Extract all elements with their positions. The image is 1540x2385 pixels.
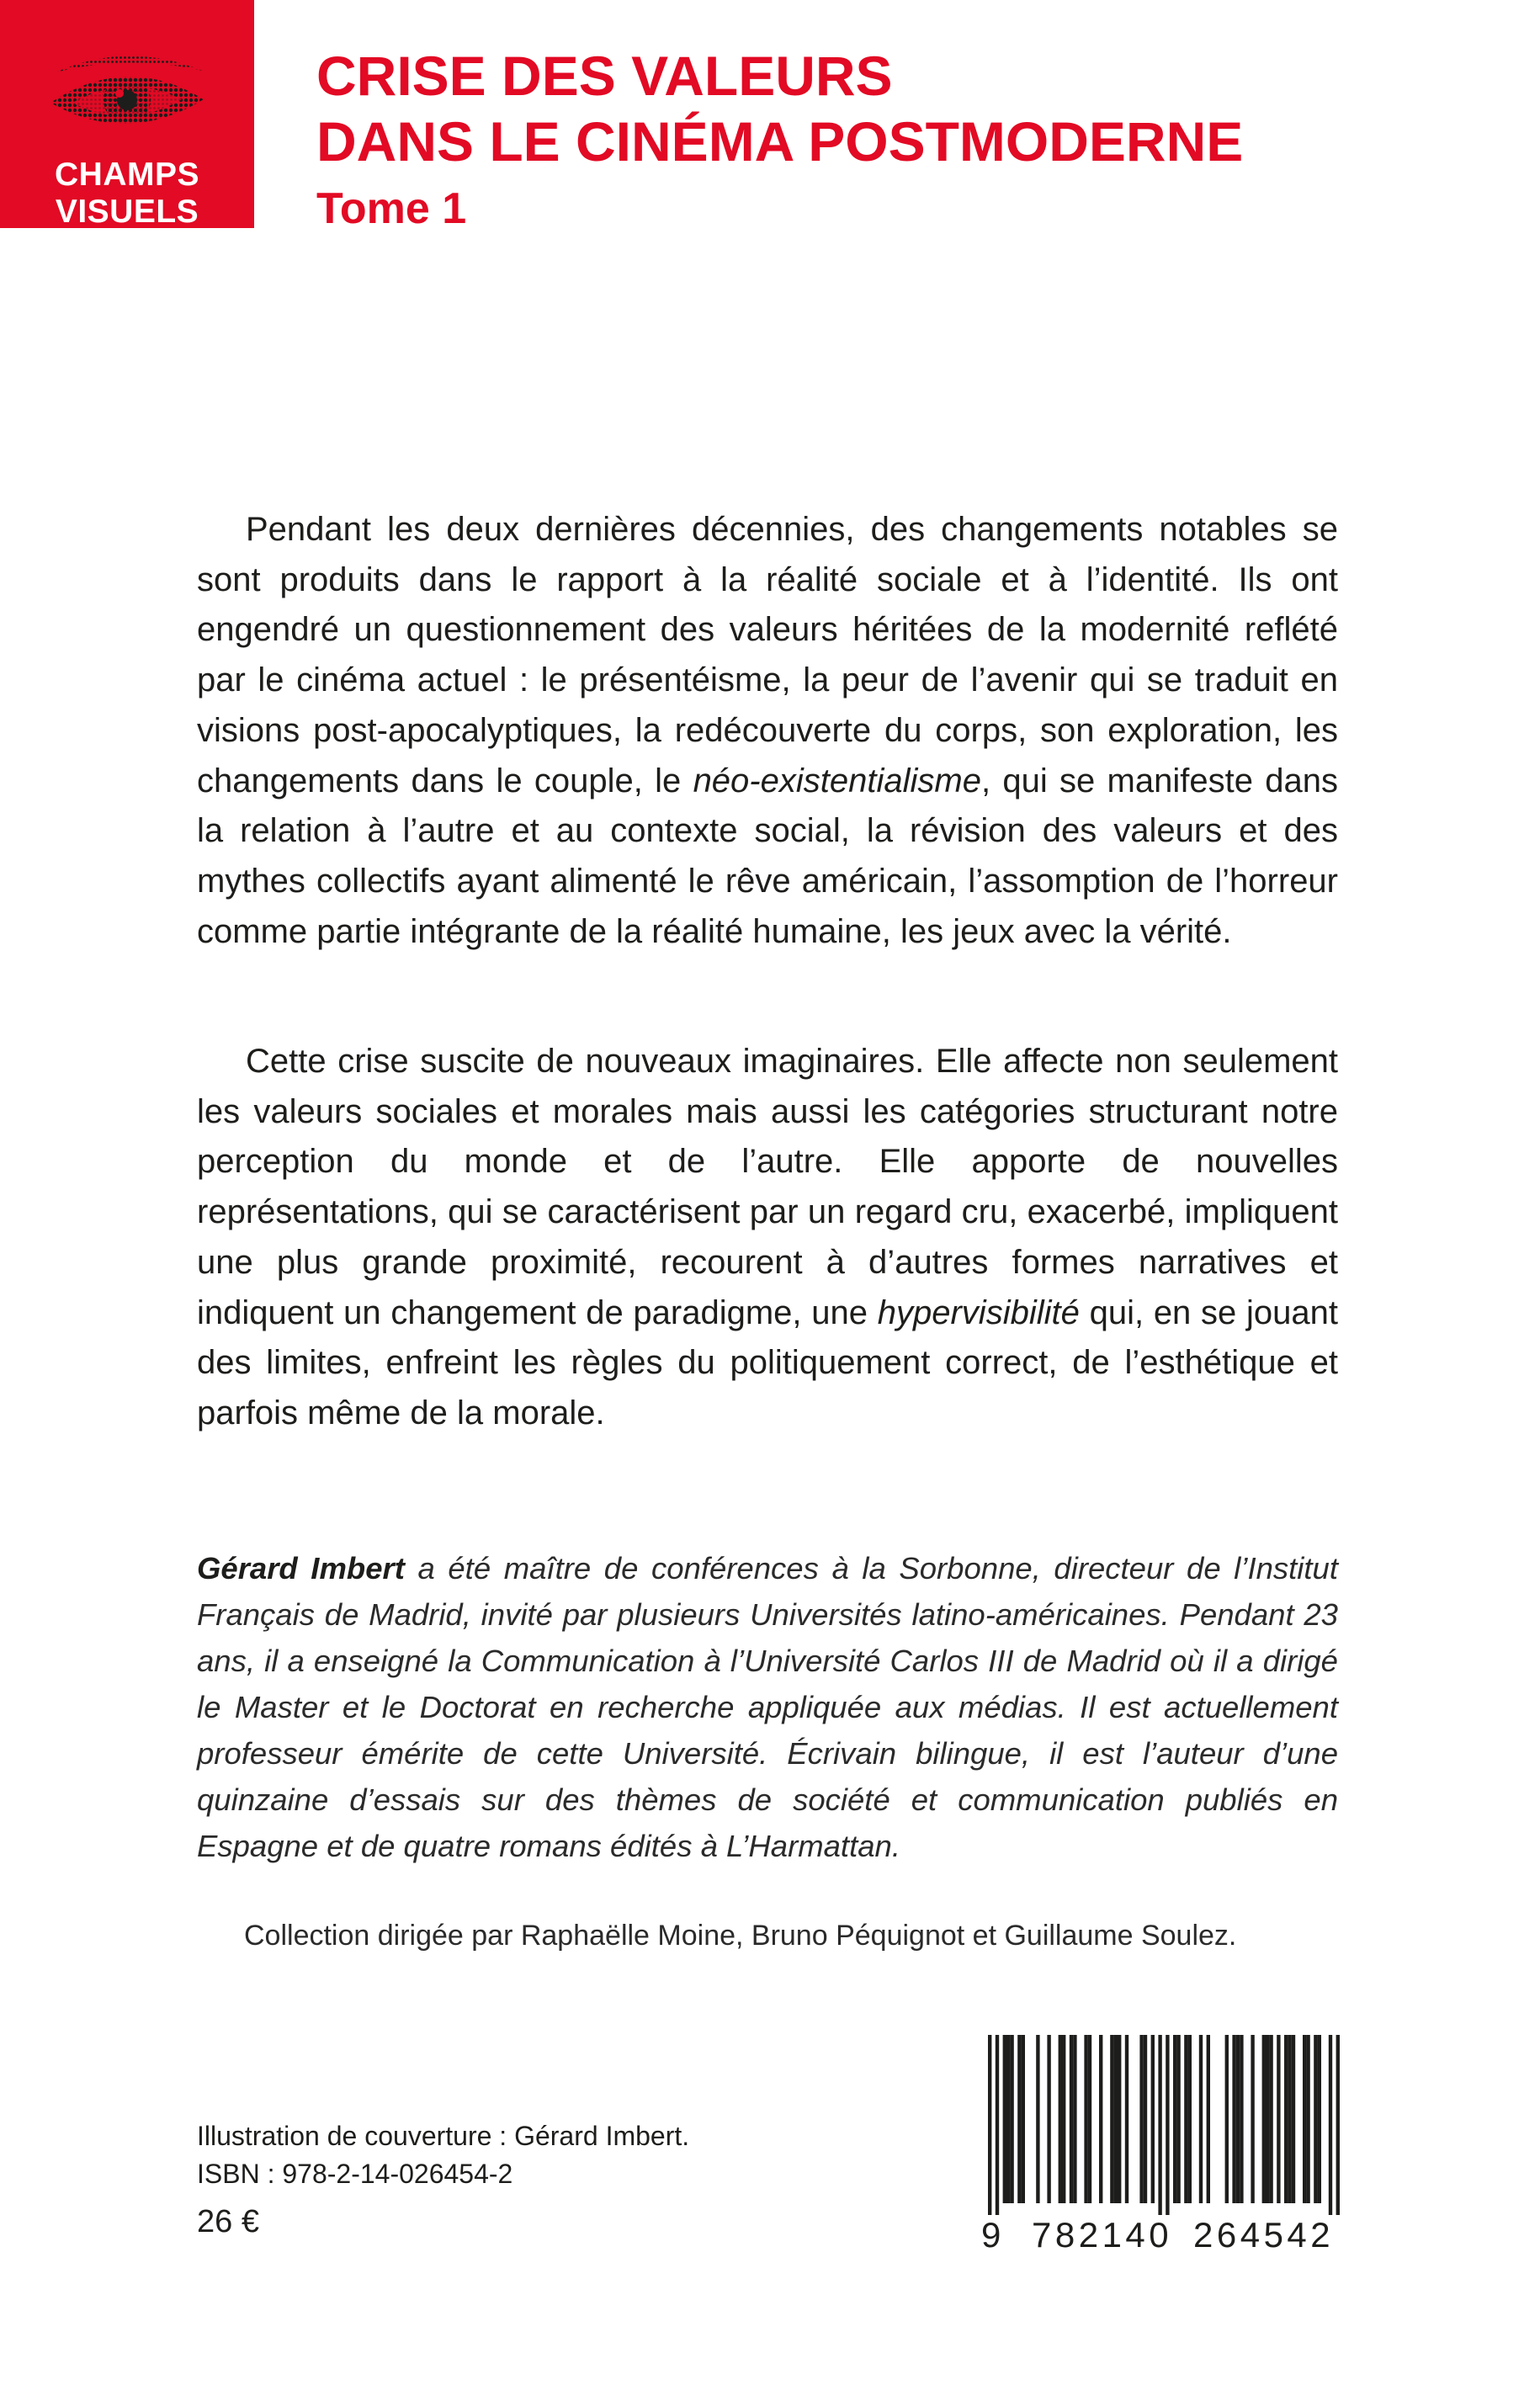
barcode-bar — [1314, 2035, 1317, 2203]
collection-directors: Collection dirigée par Raphaëlle Moine, Bruno Péquignot et Guillaume Soulez. — [244, 1920, 1237, 1952]
barcode-bar — [1084, 2035, 1087, 2203]
barcode-bar — [1184, 2035, 1187, 2203]
barcode-bar — [1269, 2035, 1272, 2203]
barcode-bar — [1022, 2035, 1025, 2203]
summary-p1-text-a: Pendant les deux dernières décennies, des changements notables se sont produits dans le rapport à la réalité sociale et à l’identité. Ils ont engendré un questionnement des valeurs héritées de la modernité reflété par le cinéma actuel : le présentéisme, la peur de l’avenir qui se traduit en visions post-apocalyptiques, la redécouverte du corps, son exploration, les changements dans le couple, le — [197, 511, 1338, 799]
barcode-bar — [1277, 2035, 1280, 2203]
barcode-bar — [1047, 2035, 1050, 2203]
barcode-bar — [1251, 2035, 1254, 2203]
barcode-left-digits: 782140 — [1032, 2215, 1173, 2255]
barcode-bar — [1173, 2035, 1176, 2203]
author-bio — [197, 1545, 1338, 1869]
barcode-bar — [1006, 2035, 1010, 2203]
barcode-bar — [1073, 2035, 1076, 2203]
barcode-bar — [1088, 2035, 1091, 2203]
barcode-lead-digit: 9 — [981, 2215, 1001, 2255]
barcode-bar — [1010, 2035, 1013, 2203]
barcode-bar — [1151, 2035, 1155, 2203]
barcode-bar — [1125, 2035, 1128, 2203]
isbn: ISBN : 978-2-14-026454-2 — [197, 2159, 513, 2189]
barcode-bar — [1144, 2035, 1147, 2203]
barcode-bar — [1240, 2035, 1243, 2203]
eye-icon — [47, 47, 207, 148]
barcode-bar — [1003, 2035, 1006, 2203]
barcode-bar — [1114, 2035, 1118, 2203]
barcode-bar — [1188, 2035, 1192, 2203]
barcode-bar — [1236, 2035, 1240, 2203]
barcode-bar — [1306, 2035, 1309, 2203]
barcode-bar — [1166, 2035, 1169, 2215]
summary-p2-text-b: qui, en se jouant des limites, enfreint les règles du politiquement correct, de l’esthétique et parfois même de la morale. — [197, 1293, 1338, 1432]
barcode-bar — [1036, 2035, 1039, 2203]
barcode-bar — [1199, 2035, 1203, 2203]
barcode-bar — [1303, 2035, 1306, 2203]
barcode-bar — [1207, 2035, 1210, 2203]
price: 26 € — [197, 2204, 259, 2239]
barcode-bar — [1017, 2035, 1021, 2203]
barcode-bar — [1118, 2035, 1121, 2203]
barcode-bar — [1329, 2035, 1332, 2215]
barcode-bar — [1266, 2035, 1269, 2203]
author-bio-text: a été maître de conférences à la Sorbonne, directeur de l’Institut Français de Madrid, invité par plusieurs Universités latino-américaines. Pendant 23 ans, il a enseigné la Communication à l’Université Carlos III de Madrid où il a dirigé le Master et le Doctorat en recherche appliquée aux médias. Il est actuellement professeur émérite de cette Université. Écrivain bilingue, il est l’auteur d’une quinzaine d’essais sur des thèmes de société et communication publiés en Espagne et de quatre romans édités à L’Harmattan. — [197, 1551, 1338, 1863]
barcode-bar — [1292, 2035, 1295, 2203]
barcode-right-digits: 264542 — [1193, 2215, 1335, 2255]
barcode-bar — [1284, 2035, 1288, 2203]
barcode-bar — [1225, 2035, 1229, 2203]
summary-paragraph-2 — [197, 1037, 1338, 1439]
barcode-bar — [1099, 2035, 1102, 2203]
summary-p2-emphasis: hypervisibilité — [877, 1293, 1080, 1331]
barcode-bar — [1062, 2035, 1065, 2203]
barcode-bar — [1158, 2035, 1161, 2215]
cover-illustration-credit: Illustration de couverture : Gérard Imbert. — [197, 2121, 690, 2151]
book-title-line-2: DANS LE CINÉMA POSTMODERNE — [316, 110, 1244, 173]
barcode-bar — [1176, 2035, 1180, 2203]
summary-p1-emphasis: néo-existentialisme — [693, 762, 981, 799]
barcode-bar — [1070, 2035, 1073, 2203]
summary-paragraph-1 — [197, 505, 1338, 957]
collection-logo — [0, 0, 254, 228]
barcode-bar — [1110, 2035, 1113, 2203]
barcode-bar — [988, 2035, 991, 2215]
book-volume: Tome 1 — [316, 184, 467, 233]
barcode-bar — [1336, 2035, 1340, 2215]
book-title-line-1: CRISE DES VALEURS — [316, 45, 893, 107]
barcode-bar — [1288, 2035, 1291, 2203]
barcode-bar — [1232, 2035, 1235, 2203]
summary-p2-text-a: Cette crise suscite de nouveaux imaginaires. Elle affecte non seulement les valeurs sociales et morales mais aussi les catégories structurant notre perception du monde et de l’autre. Elle apporte de nouvelles représentations, qui se caractérisent par un regard cru, exacerbé, impliquent une plus grande proximité, recourent à d’autres formes narratives et indiquent un changement de paradigme, une — [197, 1043, 1338, 1331]
summary-p1-text-b: , qui se manifeste dans la relation à l’autre et au contexte social, la révision des valeurs et des mythes collectifs ayant alimenté le rêve américain, l’assomption de l’horreur comme partie intégrante de la réalité humaine, les jeux avec la vérité. — [197, 762, 1338, 950]
barcode-bar — [1059, 2035, 1062, 2203]
barcode-bar — [1262, 2035, 1266, 2203]
barcode-bar — [1318, 2035, 1321, 2203]
barcode — [971, 2035, 1351, 2215]
logo-line-2: VISUELS — [55, 194, 199, 228]
author-name: Gérard Imbert — [197, 1551, 405, 1586]
logo-line-1: CHAMPS — [54, 157, 199, 193]
barcode-bar — [1139, 2035, 1143, 2203]
barcode-bar — [996, 2035, 999, 2215]
